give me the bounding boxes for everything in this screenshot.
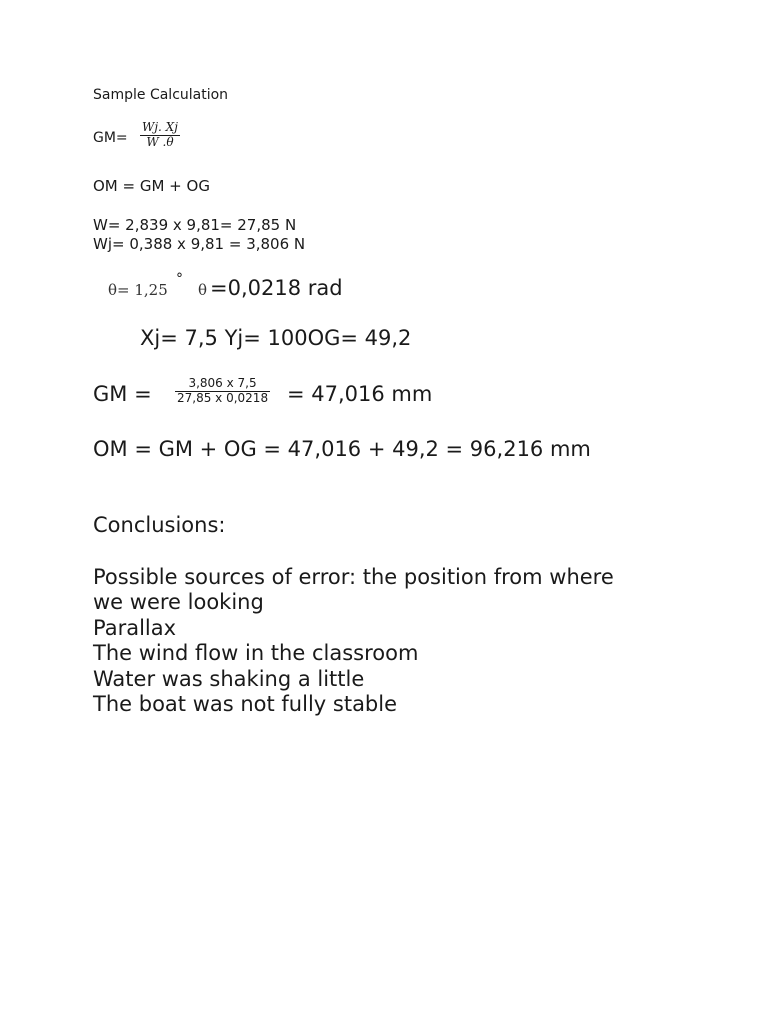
gm-calc-denominator: 27,85 x 0,0218 (177, 390, 269, 405)
gm-calc-result: = 47,016 mm (287, 382, 433, 406)
degree-symbol: ° (176, 271, 183, 287)
gm-formula-lhs: GM= (93, 130, 128, 146)
gm-calc-lhs: GM = (93, 382, 152, 406)
conclusion-line: The boat was not fully stable (93, 692, 398, 716)
wj-line: Wj= 0,388 x 9,81 = 3,806 N (93, 235, 306, 253)
conclusions-heading: Conclusions: (93, 513, 226, 537)
theta-value: =0,0218 rad (210, 276, 343, 300)
gm-formula-fraction (140, 121, 180, 150)
xj-yj-og-line: Xj= 7,5 Yj= 100OG= 49,2 (140, 326, 412, 350)
om-calc-line: OM = GM + OG = 47,016 + 49,2 = 96,216 mm (93, 437, 591, 461)
section-title: Sample Calculation (93, 87, 229, 103)
gm-formula-numerator: Wj. Xj (142, 120, 178, 134)
om-formula: OM = GM + OG (93, 177, 210, 195)
conclusion-line: Possible sources of error: the position from where (93, 565, 614, 589)
theta-definition: θ= 1,25 (108, 281, 168, 299)
conclusion-line: we were looking (93, 590, 264, 614)
gm-calc-numerator: 3,806 x 7,5 (188, 376, 257, 390)
gm-calc-fraction (175, 377, 270, 406)
theta-symbol: θ (198, 281, 208, 299)
w-line: W= 2,839 x 9,81= 27,85 N (93, 216, 297, 234)
conclusion-line: Water was shaking a little (93, 667, 365, 691)
conclusion-line: The wind flow in the classroom (93, 641, 419, 665)
gm-formula-denominator: W .θ (146, 134, 174, 149)
conclusion-line: Parallax (93, 616, 177, 640)
